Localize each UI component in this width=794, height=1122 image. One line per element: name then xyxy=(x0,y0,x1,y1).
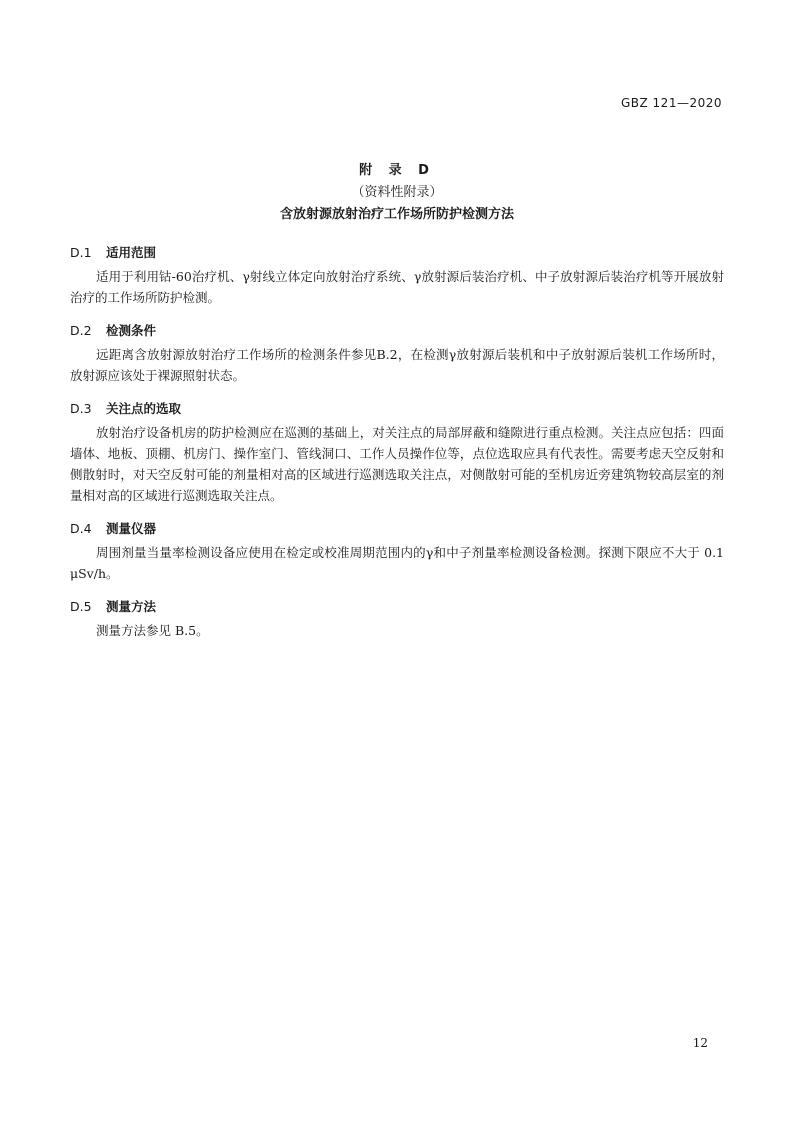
section-number: D.5 xyxy=(70,599,92,614)
section-d5 xyxy=(70,594,724,645)
section-title: 关注点的选取 xyxy=(106,401,182,416)
section-heading xyxy=(70,396,724,422)
section-paragraph: 测量方法参见 B.5。 xyxy=(96,623,209,638)
title-block xyxy=(0,160,794,226)
standard-code: GBZ 121—2020 xyxy=(620,96,722,110)
appendix-title: 含放射源放射治疗工作场所防护检测方法 xyxy=(279,207,514,222)
section-heading xyxy=(70,318,724,344)
section-d3 xyxy=(70,396,724,510)
section-d2 xyxy=(70,318,724,390)
section-number: D.2 xyxy=(70,323,92,338)
section-paragraph: 放射治疗设备机房的防护检测应在巡测的基础上，对关注点的局部屏蔽和缝隙进行重点检测。关注点应包括：四面墙体、地板、顶棚、机房门、操作室门、管线洞口、工作人员操作位等，点位选取应具有代表性。需要考虑天空反射和侧散射时，对天空反射可能的剂量相对高的区域进行巡测选取关注点，对侧散射可能的至机房近旁建筑物较高层室的剂量相对高的区域进行巡测选取关注点。 xyxy=(70,425,724,503)
section-number: D.1 xyxy=(70,245,92,260)
section-heading xyxy=(70,594,724,620)
document-body xyxy=(70,240,724,651)
section-heading xyxy=(70,240,724,266)
section-d4 xyxy=(70,516,724,588)
page-number: 12 xyxy=(692,1036,708,1050)
appendix-label: 附 录 D xyxy=(359,163,435,178)
section-title: 适用范围 xyxy=(106,245,157,260)
section-number: D.3 xyxy=(70,401,92,416)
appendix-nature: （资料性附录） xyxy=(351,185,443,200)
section-paragraph: 适用于利用钴-60治疗机、γ射线立体定向放射治疗系统、γ放射源后装治疗机、中子放射源后装治疗机等开展放射治疗的工作场所防护检测。 xyxy=(70,269,724,305)
section-heading xyxy=(70,516,724,542)
section-title: 检测条件 xyxy=(106,323,157,338)
section-d1 xyxy=(70,240,724,312)
section-paragraph: 周围剂量当量率检测设备应使用在检定或校准周期范围内的γ和中子剂量率检测设备检测。探测下限应不大于 0.1 μSv/h。 xyxy=(70,545,724,581)
section-title: 测量仪器 xyxy=(106,521,157,536)
section-paragraph: 远距离含放射源放射治疗工作场所的检测条件参见B.2，在检测γ放射源后装机和中子放射源后装机工作场所时，放射源应该处于裸源照射状态。 xyxy=(70,347,724,383)
section-title: 测量方法 xyxy=(106,599,157,614)
section-number: D.4 xyxy=(70,521,92,536)
